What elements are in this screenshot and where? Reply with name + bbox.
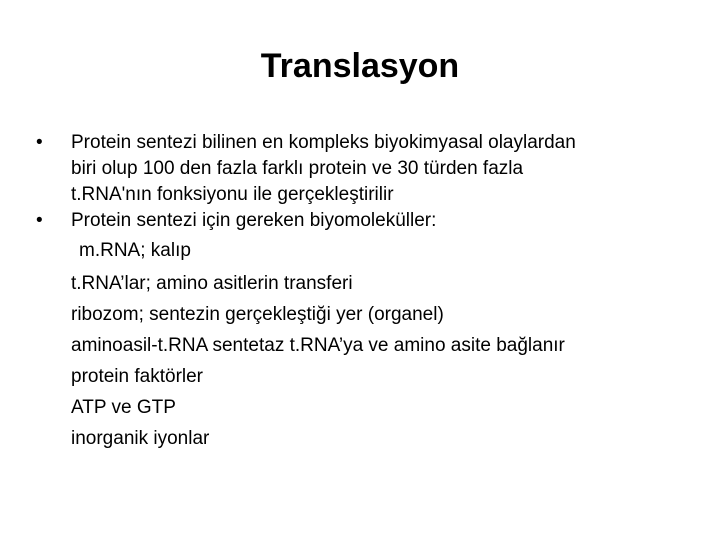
biomolecule-list [36, 234, 696, 454]
list-item: aminoasil-t.RNA sentetaz t.RNA’ya ve amino asite bağlanır [71, 335, 565, 356]
bullet-1-line-3: t.RNA'nın fonksiyonu ile gerçekleştirilir [71, 184, 394, 205]
list-item: m.RNA; kalıp [79, 240, 191, 261]
list-item: ribozom; sentezin gerçekleştiği yer (organel) [71, 304, 444, 325]
list-item: t.RNA’lar; amino asitlerin transferi [71, 273, 353, 294]
bullet-item-2 [36, 208, 696, 234]
bullet-2-line-1: Protein sentezi için gereken biyomoleküller: [71, 210, 437, 231]
bullet-marker: • [36, 132, 43, 153]
list-item: protein faktörler [71, 366, 204, 387]
bullet-item-1 [36, 130, 696, 208]
bullet-1-line-2: biri olup 100 den fazla farklı protein ve 30 türden fazla [71, 158, 524, 179]
bullet-marker: • [36, 210, 43, 231]
list-item: inorganik iyonlar [71, 428, 210, 449]
bullet-1-line-1: Protein sentezi bilinen en kompleks biyokimyasal olaylardan [71, 132, 576, 153]
slide-title: Translasyon [260, 47, 460, 85]
list-item: ATP ve GTP [71, 397, 176, 418]
slide-content [36, 130, 696, 454]
